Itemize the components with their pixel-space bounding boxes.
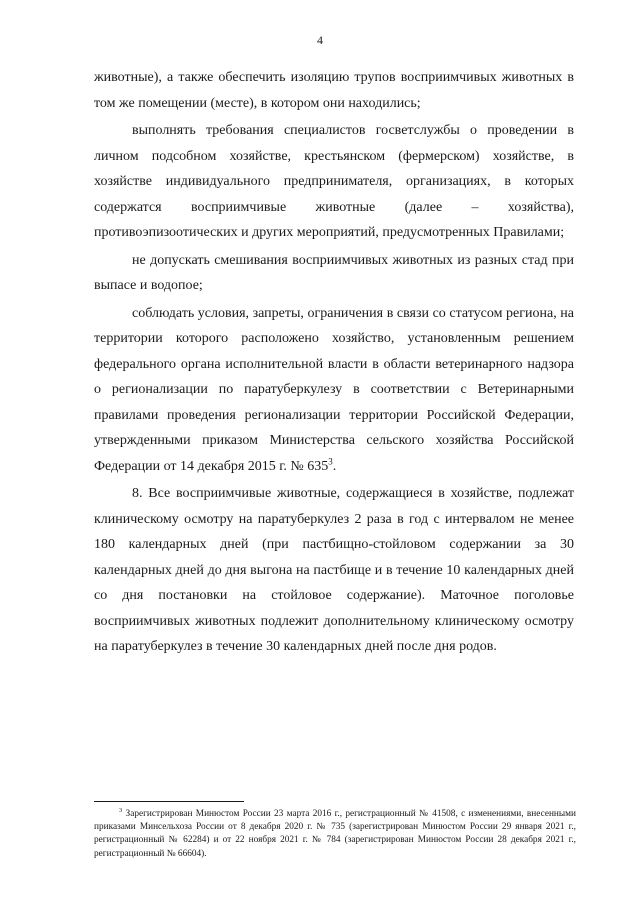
- footnotes: [94, 808, 576, 861]
- footnote-reference: 3: [328, 455, 333, 466]
- paragraph-specialist-requirements: выполнять требования специалистов госветслужбы о проведении в личном подсобном хозяйстве, крестьянском (фермерском) хозяйстве, в хозяйстве индивидуального предпринимателя, организациях, в которых содержатся восприимчивые животные (далее – хозяйства), противоэпизоотических и других мероприятий, предусмотренных Правилами;: [94, 123, 574, 240]
- page-number: 4: [317, 33, 323, 47]
- paragraph-continuation: животные), а также обеспечить изоляцию трупов восприимчивых животных в том же помещении (месте), в котором они находились;: [94, 70, 574, 111]
- footnote-separator: [94, 801, 244, 802]
- paragraph-item-8: 8. Все восприимчивые животные, содержащиеся в хозяйстве, подлежат клиническому осмотру на паратуберкулез 2 раза в год с интервалом не менее 180 календарных дней (при пастбищно-стойловом содержании за 30 календарных дней до дня выгона на пастбище и в течение 10 календарных дней со дня постановки на стойловое содержание). Маточное поголовье восприимчивых животных подлежит дополнительному клиническому осмотру на паратуберкулез в течение 30 календарных дней после дня родов.: [94, 486, 574, 654]
- document-body: [94, 65, 574, 660]
- paragraph-region-status-text: соблюдать условия, запреты, ограничения в связи со статусом региона, на территории которого расположено хозяйство, установленным решением федерального органа исполнительной власти в области ветеринарного надзора о регионализации по паратуберкулезу в соответствии с Ветеринарными правилами проведения регионализации территории Российской Федерации, утвержденными приказом Министерства сельского хозяйства Российской Федерации от 14 декабря 2015 г. № 635: [94, 305, 574, 474]
- footnote-3: [94, 808, 576, 861]
- footnote-text: Зарегистрирован Минюстом России 23 марта 2016 г., регистрационный № 41508, с изменениями, внесенными приказами Минсельхоза России от 8 декабря 2020 г. № 735 (зарегистрирован Минюстом России 29 января 2021 г., регистрационный № 62284) и от 22 ноября 2021 г. № 784 (зарегистрирован Минюстом России 28 декабря 2021 г., регистрационный № 66604).: [94, 809, 576, 859]
- footnote-mark: 3: [119, 806, 123, 814]
- paragraph-end-period: .: [332, 458, 337, 474]
- paragraph-region-status: [94, 301, 574, 480]
- paragraph-no-mixing: не допускать смешивания восприимчивых животных из разных стад при выпасе и водопое;: [94, 252, 574, 293]
